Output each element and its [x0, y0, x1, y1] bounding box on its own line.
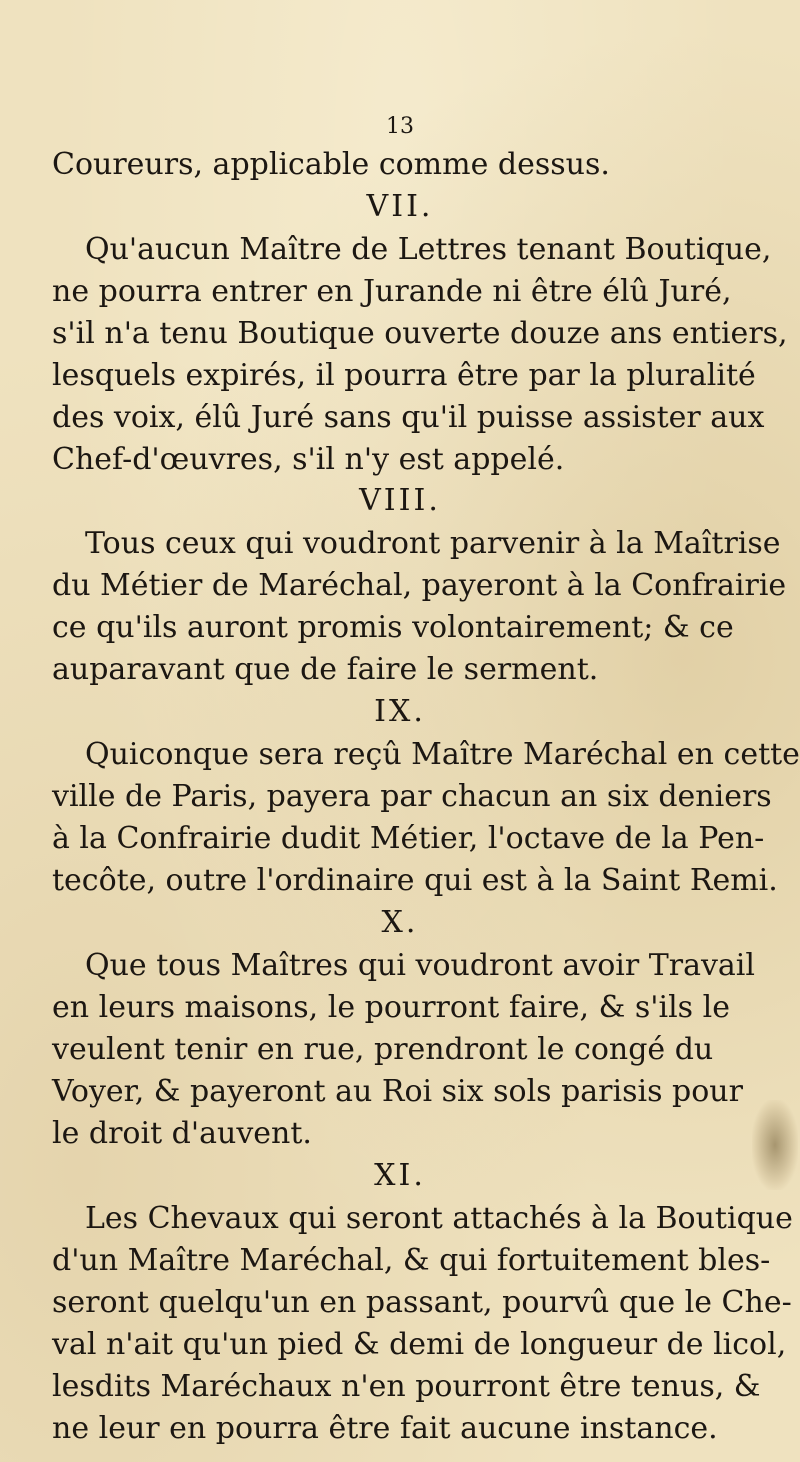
text-line: du Métier de Maréchal, payeront à la Confrairie — [52, 568, 787, 603]
text-line: lesdits Maréchaux n'en pourront être tenus, & — [52, 1369, 761, 1404]
text-line: des voix, élû Juré sans qu'il puisse assister aux — [52, 400, 765, 435]
text-line: veulent tenir en rue, prendront le congé du — [52, 1032, 714, 1067]
article-heading-vii: VII. — [366, 189, 434, 224]
text-line: Chef-d'œuvres, s'il n'y est appelé. — [52, 442, 565, 477]
text-line: s'il n'a tenu Boutique ouverte douze ans entiers, — [52, 316, 788, 351]
text-line: ville de Paris, payera par chacun an six deniers — [52, 779, 772, 814]
text-line: seront quelqu'un en passant, pourvû que le Che- — [52, 1285, 792, 1320]
article-heading-xi: XI. — [374, 1158, 426, 1193]
text-line: tecôte, outre l'ordinaire qui est à la Saint Remi. — [52, 863, 778, 898]
text-line: Voyer, & payeront au Roi six sols parisis pour — [52, 1074, 743, 1109]
text-line: en leurs maisons, le pourront faire, & s'ils le — [52, 990, 730, 1025]
text-line: à la Confrairie dudit Métier, l'octave de la Pen- — [52, 821, 765, 856]
text-line: val n'ait qu'un pied & demi de longueur de licol, — [52, 1327, 787, 1362]
article-heading-viii: VIII. — [359, 483, 441, 518]
article-heading-ix: IX. — [374, 694, 426, 729]
text-line: ne pourra entrer en Jurande ni être élû Juré, — [52, 274, 732, 309]
article-heading-x: X. — [381, 905, 419, 940]
text-line: Tous ceux qui voudront parvenir à la Maîtrise — [85, 526, 781, 561]
text-line: lesquels expirés, il pourra être par la pluralité — [52, 358, 756, 393]
text-line: d'un Maître Maréchal, & qui fortuitement bles- — [52, 1243, 771, 1278]
text-line: ne leur en pourra être fait aucune instance. — [52, 1411, 718, 1446]
text-line: auparavant que de faire le serment. — [52, 652, 599, 687]
text-line: Que tous Maîtres qui voudront avoir Travail — [85, 948, 755, 983]
text-line: ce qu'ils auront promis volontairement; & ce — [52, 610, 734, 645]
page-number: 13 — [386, 114, 414, 139]
text-line: Les Chevaux qui seront attachés à la Boutique — [85, 1201, 793, 1236]
text-line: Qu'aucun Maître de Lettres tenant Boutique, — [85, 232, 772, 267]
text-line: le droit d'auvent. — [52, 1116, 312, 1151]
text-line: Coureurs, applicable comme dessus. — [52, 147, 610, 182]
text-line: Quiconque sera reçû Maître Maréchal en cette — [85, 737, 800, 772]
